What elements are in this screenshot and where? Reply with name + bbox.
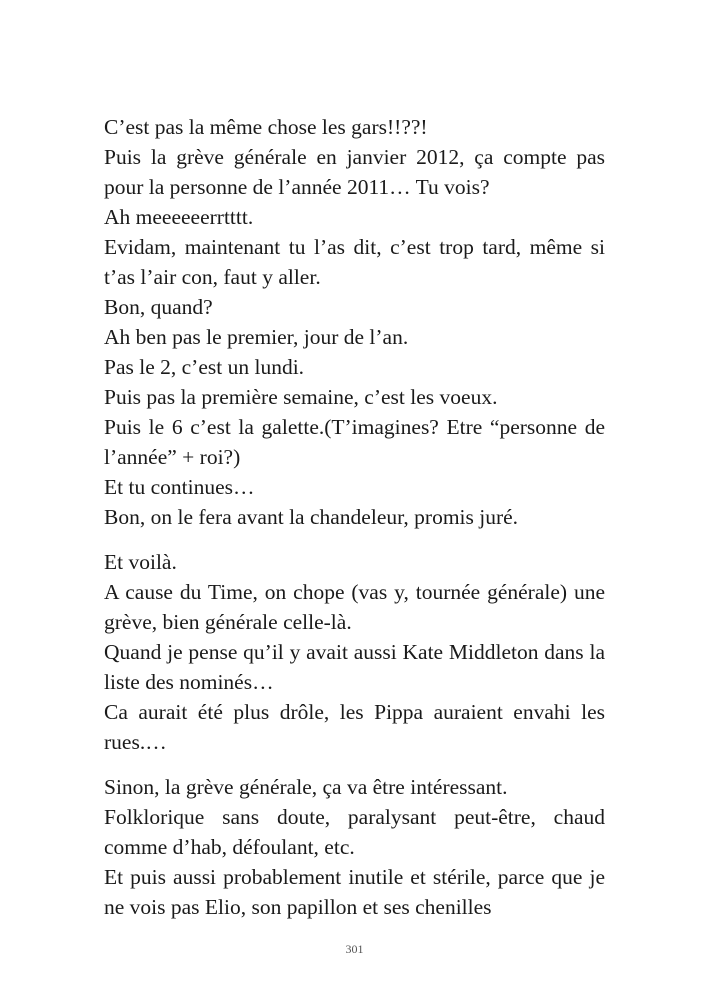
line: Et tu continues…	[104, 475, 255, 499]
line: Quand je pense qu’il y avait aussi Kate Middleton dans la liste des nominés…	[104, 640, 605, 694]
line: Pas le 2, c’est un lundi.	[104, 355, 305, 379]
body-text	[104, 112, 605, 922]
line: C’est pas la même chose les gars!!??!	[104, 115, 428, 139]
line: Sinon, la grève générale, ça va être intéressant.	[104, 775, 508, 799]
line: Puis le 6 c’est la galette.(T’imagines? Etre “personne de l’année” + roi?)	[104, 415, 605, 469]
line: Bon, on le fera avant la chandeleur, promis juré.	[104, 505, 519, 529]
page-number: 301	[345, 942, 364, 956]
line: Folklorique sans doute, paralysant peut-être, chaud comme d’hab, défoulant, etc.	[104, 805, 605, 859]
line: Puis pas la première semaine, c’est les voeux.	[104, 385, 498, 409]
line: Et puis aussi probablement inutile et stérile, parce que je ne vois pas Elio, son papillon et ses chenilles	[104, 865, 605, 919]
line: A cause du Time, on chope (vas y, tournée générale) une grève, bien générale celle-là.	[104, 580, 605, 634]
line: Ca aurait été plus drôle, les Pippa auraient envahi les rues.…	[104, 700, 605, 754]
line: Puis la grève générale en janvier 2012, ça compte pas pour la personne de l’année 2011… Tu vois?	[104, 145, 605, 199]
line: Et voilà.	[104, 550, 177, 574]
line: Evidam, maintenant tu l’as dit, c’est trop tard, même si t’as l’air con, faut y aller.	[104, 235, 605, 289]
line: Ah meeeeeerrtttt.	[104, 205, 254, 229]
line: Bon, quand?	[104, 295, 213, 319]
line: Ah ben pas le premier, jour de l’an.	[104, 325, 409, 349]
